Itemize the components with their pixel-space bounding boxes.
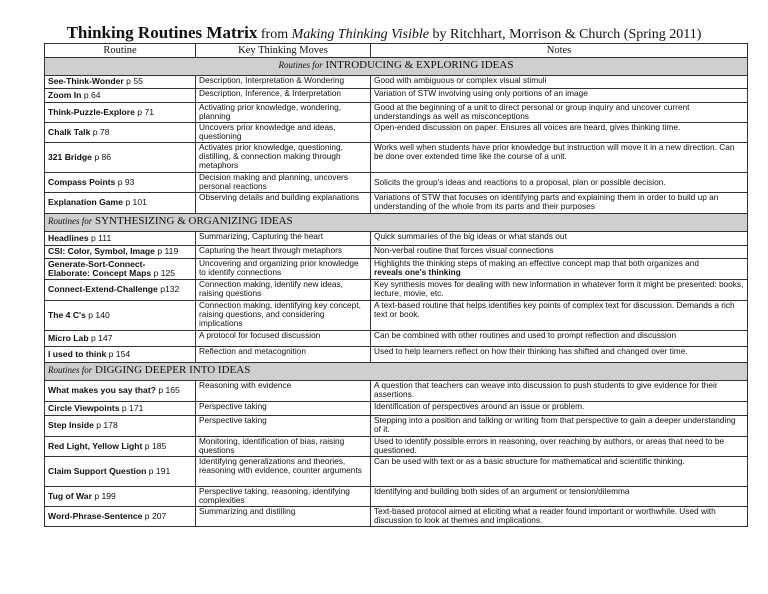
notes-cell: Solicits the group's ideas and reactions to a proposal, plan or possible decision. <box>371 173 748 193</box>
table-row <box>45 143 748 173</box>
table-row <box>45 331 748 347</box>
notes-cell: Key synthesis moves for dealing with new information in whatever form it might be presented: books, lecture, movie, etc. <box>371 280 748 301</box>
table-row <box>45 457 748 487</box>
routine-cell: Tug of War p 199 <box>45 487 196 507</box>
section-name: SYNTHESIZING & ORGANIZING IDEAS <box>95 215 293 227</box>
header-key-thinking-moves: Key Thinking Moves <box>196 44 371 58</box>
routine-cell: Chalk Talk p 78 <box>45 123 196 143</box>
table-row <box>45 381 748 402</box>
moves-cell: Reflection and metacognition <box>196 347 371 363</box>
notes-cell: Open-ended discussion on paper. Ensures all voices are heard, gives thinking time. <box>371 123 748 143</box>
table-row <box>45 173 748 193</box>
notes-cell: Quick summaries of the big ideas or what stands out <box>371 232 748 246</box>
moves-cell: Perspective taking <box>196 402 371 416</box>
table-row <box>45 193 748 214</box>
table-row <box>45 76 748 89</box>
routine-cell: Connect-Extend-Challenge p132 <box>45 280 196 301</box>
moves-cell: Uncovering and organizing prior knowledge to identify connections <box>196 259 371 280</box>
moves-cell: Perspective taking, reasoning, identifying complexities <box>196 487 371 507</box>
notes-cell: Identifying and building both sides of an argument or tension/dilemma <box>371 487 748 507</box>
header-routine: Routine <box>45 44 196 58</box>
title-from: from <box>260 27 289 42</box>
routine-cell: Micro Lab p 147 <box>45 331 196 347</box>
table-row <box>45 232 748 246</box>
moves-cell: Perspective taking <box>196 416 371 437</box>
section-digging-deeper <box>45 363 748 381</box>
routine-cell: Claim Support Question p 191 <box>45 457 196 487</box>
title-rest: by Ritchhart, Morrison & Church (Spring 2011) <box>432 27 702 42</box>
routine-cell: Headlines p 111 <box>45 232 196 246</box>
routine-cell: Word-Phrase-Sentence p 207 <box>45 507 196 527</box>
routine-cell: CSI: Color, Symbol, Image p 119 <box>45 246 196 259</box>
section-prefix: Routines for <box>278 60 323 70</box>
routine-cell: Step Inside p 178 <box>45 416 196 437</box>
notes-cell: Used to identify possible errors in reasoning, over reaching by authors, or areas that need to be questioned. <box>371 437 748 457</box>
notes-cell: Variation of STW involving using only portions of an image <box>371 89 748 103</box>
notes-cell: Stepping into a position and talking or writing from that perspective to gain a deeper understanding of it. <box>371 416 748 437</box>
table-row <box>45 123 748 143</box>
moves-cell: Summarizing and distilling <box>196 507 371 527</box>
section-introducing <box>45 58 748 76</box>
routine-cell: I used to think p 154 <box>45 347 196 363</box>
routine-cell: Compass Points p 93 <box>45 173 196 193</box>
notes-cell: Good with ambiguous or complex visual stimuli <box>371 76 748 89</box>
title-main: Thinking Routines Matrix <box>66 23 258 42</box>
moves-cell: Observing details and building explanations <box>196 193 371 214</box>
notes-cell: Text-based protocol aimed at eliciting what a reader found important or worthwhile. Used with discussion to look at themes and implications. <box>371 507 748 527</box>
notes-cell: Can be used with text or as a basic structure for mathematical and scientific thinking. <box>371 457 748 487</box>
routine-cell: Explanation Game p 101 <box>45 193 196 214</box>
table-row <box>45 259 748 280</box>
section-prefix: Routines for <box>48 365 93 375</box>
moves-cell: Description, Interpretation & Wondering <box>196 76 371 89</box>
notes-cell: Identification of perspectives around an issue or problem. <box>371 402 748 416</box>
section-name: DIGGING DEEPER INTO IDEAS <box>95 364 251 376</box>
notes-cell: Good at the beginning of a unit to direct personal or group inquiry and uncover current understandings as well as misconceptions <box>371 103 748 123</box>
moves-cell: Decision making and planning, uncovers personal reactions <box>196 173 371 193</box>
notes-cell: A text-based routine that helps identifies key points of complex text for discussion. Demands a rich text or book. <box>371 301 748 331</box>
header-row <box>45 44 748 58</box>
table-row <box>45 347 748 363</box>
table-row <box>45 301 748 331</box>
notes-cell: Works well when students have prior knowledge but instruction will move it in a new direction. Can be done over extended time like the course of a unit. <box>371 143 748 173</box>
notes-cell: Used to help learners reflect on how their thinking has shifted and changed over time. <box>371 347 748 363</box>
table-row <box>45 487 748 507</box>
notes-cell: A question that teachers can weave into discussion to push students to give evidence for their assertions. <box>371 381 748 402</box>
notes-cell: Variations of STW that focuses on identifying parts and explaining them in order to build up an understanding of the whole from its parts and their purposes <box>371 193 748 214</box>
routines-table <box>44 43 748 527</box>
table-row <box>45 402 748 416</box>
routine-cell: Think-Puzzle-Explore p 71 <box>45 103 196 123</box>
moves-cell: Activating prior knowledge, wondering, planning <box>196 103 371 123</box>
section-name: INTRODUCING & EXPLORING IDEAS <box>325 59 514 71</box>
moves-cell: Description, Inference, & Interpretation <box>196 89 371 103</box>
document-title <box>0 24 768 44</box>
routine-cell: Red Light, Yellow Light p 185 <box>45 437 196 457</box>
notes-cell: Non-verbal routine that forces visual connections <box>371 246 748 259</box>
routine-cell: 321 Bridge p 86 <box>45 143 196 173</box>
routine-cell: What makes you say that? p 165 <box>45 381 196 402</box>
moves-cell: Connection making, identify new ideas, raising questions <box>196 280 371 301</box>
routine-cell: The 4 C's p 140 <box>45 301 196 331</box>
table-row <box>45 507 748 527</box>
moves-cell: Summarizing, Capturing the heart <box>196 232 371 246</box>
header-notes: Notes <box>371 44 748 58</box>
moves-cell: Reasoning with evidence <box>196 381 371 402</box>
table-row <box>45 89 748 103</box>
routine-cell: See-Think-Wonder p 55 <box>45 76 196 89</box>
table-row <box>45 437 748 457</box>
moves-cell: A protocol for focused discussion <box>196 331 371 347</box>
table-row <box>45 103 748 123</box>
moves-cell: Connection making, identifying key concept, raising questions, and considering implications <box>196 301 371 331</box>
moves-cell: Activates prior knowledge, questioning, distilling, & connection making through metaphors <box>196 143 371 173</box>
notes-cell: Highlights the thinking steps of making an effective concept map that both organizes and reveals one's thinking <box>371 259 748 280</box>
section-synthesizing <box>45 214 748 232</box>
routine-cell: Zoom In p 64 <box>45 89 196 103</box>
table-row <box>45 416 748 437</box>
moves-cell: Identifying generalizations and theories, reasoning with evidence, counter arguments <box>196 457 371 487</box>
table-row <box>45 246 748 259</box>
routine-cell: Circle Viewpoints p 171 <box>45 402 196 416</box>
section-prefix: Routines for <box>48 216 93 226</box>
moves-cell: Capturing the heart through metaphors <box>196 246 371 259</box>
routine-cell: Generate-Sort-Connect- Elaborate: Concept Maps p 125 <box>45 259 196 280</box>
table-row <box>45 280 748 301</box>
moves-cell: Monitoring, identification of bias, raising questions <box>196 437 371 457</box>
moves-cell: Uncovers prior knowledge and ideas, questioning <box>196 123 371 143</box>
title-book: Making Thinking Visible <box>291 27 429 42</box>
notes-cell: Can be combined with other routines and used to prompt reflection and discussion <box>371 331 748 347</box>
